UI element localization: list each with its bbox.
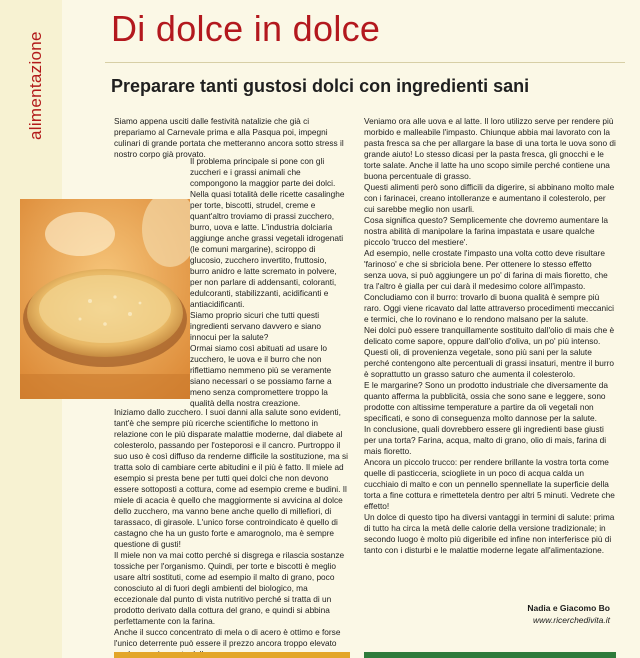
- paragraph: E le margarine? Sono un prodotto industriale che diversamente da quanto afferma la pubblicità, ossia che sono sane e leggere, sono prodotte con altissime temperature a partire da oli vegetali non specificati, e sono di conseguenza molto dannose per la salute.: [364, 380, 608, 423]
- right-column-text: [364, 116, 616, 556]
- article-signature: [527, 602, 610, 626]
- paragraph: Concludiamo con il burro: trovarlo di buona qualità è sempre più raro. Oggi viene ricavato dal latte attraverso procedimenti meccanici e termici, che lo rovinano e lo rendono malsano per la salute.: [364, 292, 614, 324]
- paragraph: Ad esempio, nelle crostate l'impasto una volta cotto deve risultare 'farinoso' e che si sbriciola bene. Per ottenere lo stesso effetto senza uova, si può aggiungere un po' di farina di mais fioretto, che tra l'altro è gialla per cui darà il medesimo colore all'impasto.: [364, 248, 608, 291]
- author-name: Nadia e Giacomo Bo: [527, 603, 610, 613]
- left-wrap-text: [190, 156, 348, 409]
- paragraph: Il problema principale si pone con gli zuccheri e i grassi animali che compongono la maggior parte dei dolci. Nella quasi totalità delle ricette casalinghe per torte, biscotti, strudel, creme e quant'altro troviamo di prassi zucchero, burro, uova e latte. L'industria dolciaria aggiunge anche grassi vegetali idrogenati (le comuni margarine), sciroppo di glucosio, zucchero invertito, fruttosio, burro anidro e latte scremato in polvere, per non parlare di addensanti, coloranti, edulcoranti, stabilizzanti, acidificanti e antiacidificanti.: [190, 156, 345, 309]
- page-title: Di dolce in dolce: [111, 8, 381, 49]
- paragraph: Il miele non va mai cotto perché si disgrega e rilascia sostanze tossiche per l'organismo. Quindi, per torte e biscotti è meglio usare altri sostituti, come ad esempio il malto di grano, poco conosciuto al di fuori degli ambienti del biologico, ma eccezionale dal punto di vista nutritivo perché si tratta di un prodotto derivato dalla cottura del grano, e quindi si abbina perfettamente con la farina.: [114, 550, 345, 626]
- paragraph: Questi alimenti però sono difficili da digerire, si abbinano molto male con i farinacei, creano intolleranze e aumentano il colesterolo, per cui sarebbe meglio non usarli.: [364, 182, 615, 214]
- author-website: www.ricerchedivita.it: [533, 615, 610, 625]
- section-label: alimentazione: [26, 31, 45, 140]
- paragraph: Nei dolci può essere tranquillamente sostituito dall'olio di mais che è delicato come sapore, oppure dall'olio d'oliva, un po' più intenso. Questi oli, di provenienza vegetale, sono più sani per la salute perché contengono alte percentuali di grassi insaturi, mentre il burro è soprattutto un grasso saturo che aumenta il colesterolo.: [364, 325, 615, 379]
- paragraph: Siamo proprio sicuri che tutti questi ingredienti servano davvero e siano innocui per la salute?: [190, 310, 321, 342]
- paragraph: Ormai siamo così abituati ad usare lo zucchero, le uova e il burro che non riflettiamo nemmeno più se veramente siano necessari o se possiamo farne a meno senza compromettere troppo la qualità della nostra creazione.: [190, 343, 332, 408]
- paragraph: Ancora un piccolo trucco: per rendere brillante la vostra torta come quelle di pasticceria, sciogliete in un poco di acqua calda un cucchiaio di malto e con un pennello spennellate la superficie della torta a fine cottura e rimettetela dentro per altri 5 minuti. Vedrete che effetto!: [364, 457, 615, 511]
- paragraph: In conclusione, quali dovrebbero essere gli ingredienti base giusti per una torta? Farina, acqua, malto di grano, olio di mais, farina di mais fioretto.: [364, 424, 607, 456]
- paragraph: Un dolce di questo tipo ha diversi vantaggi in termini di salute: prima di tutto ha circa la metà delle calorie della versione tradizionale; in secondo luogo è molto più digeribile ed infine non interferisce più di tanto con i disturbi e le malattie moderne legate all'alimentazione.: [364, 512, 615, 555]
- left-bottom-text: [114, 407, 348, 658]
- title-rule: [105, 62, 625, 63]
- intro-paragraph: Siamo appena usciti dalle festività natalizie che già ci prepariamo al Carnevale prima e alla Pasqua poi, impegni culinari di grande portata che metteranno ancora sotto stress il nostro corpo già provato.: [114, 116, 344, 159]
- footer-bar-orange: [114, 652, 350, 658]
- paragraph: Anche il succo concentrato di mela o di acero è ottimo e forse l'unico deterrente può essere il prezzo ancora troppo elevato: [114, 627, 341, 648]
- paragraph: Iniziamo dallo zucchero. I suoi danni alla salute sono evidenti, tant'è che sempre più ricerche scientifiche lo mettono in relazione con le più disparate malattie moderne, dal diabete al colesterolo, passando per l'osteporosi e il cancro. Purtroppo il suo uso è così diffuso da renderne difficile la sostituzione, ma si tratta solo di cambiare certe abitudini e il più è fatto. Il miele ad esempio si presta bene per tutti quei dolci che non devono essere sottoposti a cottura, come ad esempio creme e budini. Il miele di acacia è quello che maggiormente si avvicina al dolce dello zucchero, ma vanno bene anche quello di millefiori, di tarassaco, di girasole. L'unico forse controindicato è quello di castagno che ha un gusto forte e amarognolo, ma è sempre questione di gusti!: [114, 407, 348, 549]
- tart-photo: [20, 199, 190, 399]
- article-subtitle: Preparare tanti gustosi dolci con ingredienti sani: [111, 76, 530, 96]
- paragraph: Cosa significa questo? Semplicemente che dovremo aumentare la nostra abilità di manipolare la farina impastata e usare qualche piccolo 'trucco del mestiere'.: [364, 215, 608, 247]
- tart-image: [20, 199, 190, 399]
- footer-bar-green: [364, 652, 616, 658]
- paragraph: Veniamo ora alle uova e al latte. Il loro utilizzo serve per rendere più morbido e malleabile l'impasto. Chiunque abbia mai lavorato con la pasta fresca sa che per allargare la base di una torta le uova sono di grande aiuto! Lo stesso dicasi per la pasta fresca, gli gnocchi e le torte salate. Anche il latte ha uno scopo simile perché contiene una buona percentuale di grasso.: [364, 116, 616, 181]
